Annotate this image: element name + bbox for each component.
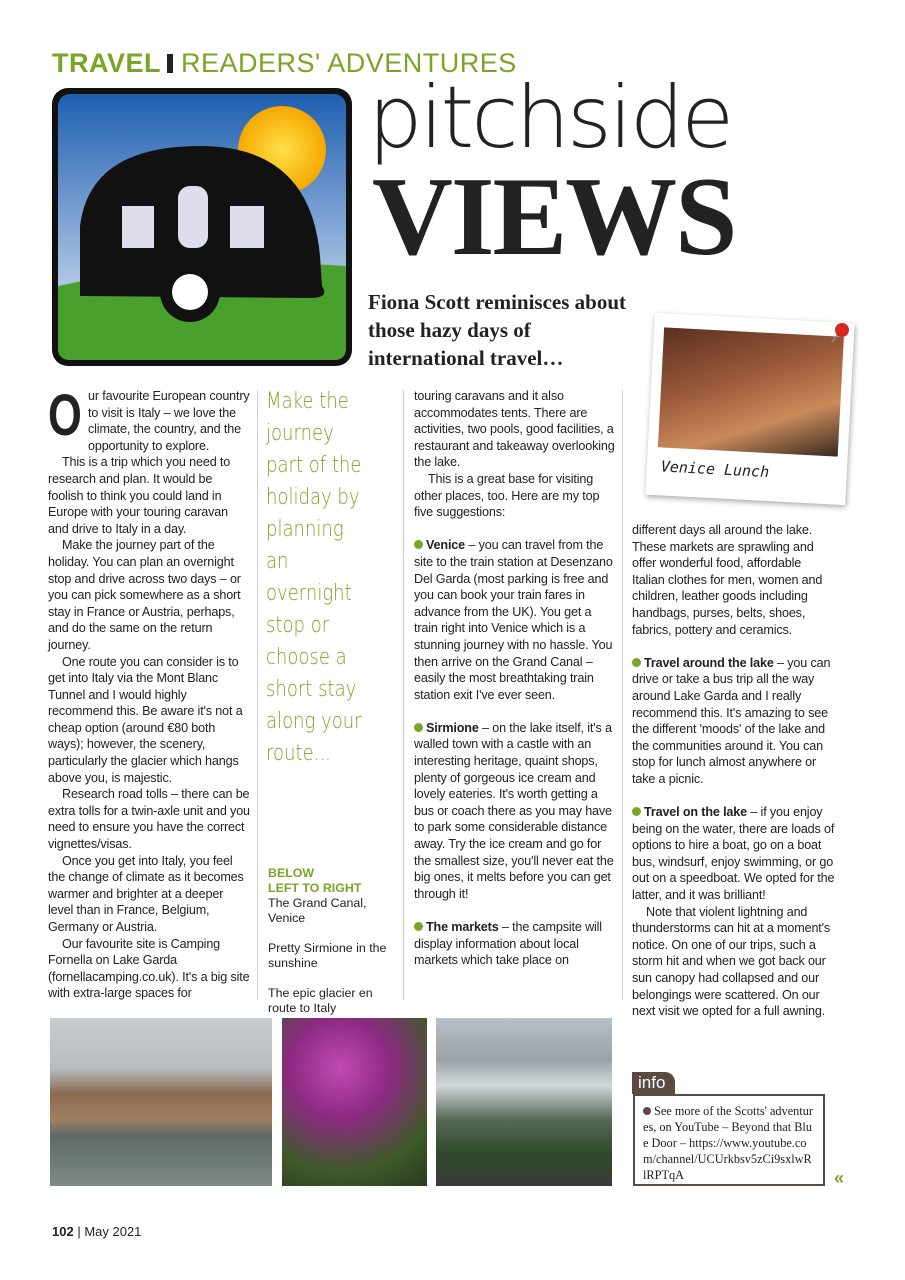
item-title: The markets — [426, 920, 499, 934]
caption: The Grand Canal, Venice — [268, 896, 367, 925]
polaroid-caption: Venice Lunch — [660, 457, 770, 482]
paragraph: Our favourite site is Camping Fornella on Lake Garda (fornellacamping.co.uk). It's a big site with extra-large spaces for — [48, 936, 250, 1001]
bullet-icon — [632, 658, 641, 667]
photo-captions — [268, 866, 398, 1016]
page-number: 102 — [52, 1224, 74, 1239]
item-title: Sirmione — [426, 720, 479, 735]
title-line1: pitchside — [368, 68, 732, 168]
venice-lunch-photo — [658, 327, 844, 456]
paragraph: One route you can consider is to get into Italy via the Mont Blanc Tunnel and I would highly recommend this. Be aware it's not a cheap option (around €80 both ways); however, the scenery, particularly the glacier which hangs above you, is majestic. — [48, 654, 243, 785]
bullet-icon — [414, 540, 423, 549]
paragraph: different days all around the lake. These markets are sprawling and offer wonderful food, affordable Italian clothes for men, women and children, leather goods including handbags, purses, belts, shoes, fabrics, pottery and ceramics. — [632, 523, 823, 637]
caption: The epic glacier en route to Italy — [268, 986, 373, 1015]
paragraph: Once you get into Italy, you feel the change of climate as it becomes warmer and brighter at a deeper level than in France, Belgium, Germany or Austria. — [48, 853, 244, 934]
sirmione-photo — [282, 1018, 427, 1186]
paragraph: – you can travel from the site to the train station at Desenzano Del Garda (most parking is free and you can book your train fares in advance from the UK). You get a train right into Venice which is a stunning journey with no hassle. You then arrive on the Grand Canal – easily the most breathtaking train station exit I've ever seen. — [414, 538, 613, 702]
column-4 — [632, 522, 836, 1020]
paragraph: Make the journey part of the holiday. You can plan an overnight stop and drive across two days – or you can pick somewhere as a short stay in France or Austria, perhaps, and do the same on the return journey. — [48, 538, 241, 652]
item-title: Travel around the lake — [644, 655, 774, 670]
pull-quote: Make the journey part of the holiday by planning an overnight stop or choose a short stay along your route... — [266, 389, 362, 766]
paragraph: – you can drive or take a bus trip all the way around Lake Garda and I really recommend this. It's amazing to see the different 'moods' of the lake and the communities around it. You can stop for lunch almost anywhere or take a picnic. — [632, 655, 831, 786]
page-footer: 102 | May 2021 — [52, 1224, 142, 1239]
info-box — [633, 1094, 825, 1186]
issue-date: May 2021 — [84, 1224, 142, 1239]
item-title: Travel on the lake — [644, 805, 747, 820]
pushpin-icon — [828, 322, 850, 344]
bullet-icon — [643, 1107, 651, 1115]
grand-canal-photo — [50, 1018, 272, 1186]
paragraph: touring caravans and it also accommodates tents. There are activities, two pools, good facilities, a restaurant and takeaway overlooking the lake. — [414, 389, 615, 470]
title-line2: VIEWS — [372, 155, 736, 279]
bullet-icon — [414, 723, 423, 732]
item-title: Venice — [426, 538, 466, 553]
bullet-icon — [414, 922, 423, 931]
paragraph: Research road tolls – there can be extra tolls for a twin-axle unit and you need to ensure you have the correct vignettes/visas. — [48, 787, 250, 852]
standfirst: Fiona Scott reminisces about those hazy days of international travel… — [368, 290, 627, 370]
caption: Pretty Sirmione in the sunshine — [268, 941, 387, 970]
paragraph: – on the lake itself, it's a walled town with a castle with an interesting heritage, quaint shops, plenty of gorgeous ice cream and lovely eateries. It's worth getting a bus or coach there as you may have to park some considerable distance away. Try the ice cream and go for the smallest size, you'll never eat the big ones, it melts before you can get through it! — [414, 720, 614, 901]
column-rule — [403, 390, 404, 1000]
paragraph: – if you enjoy being on the water, there are loads of options to hire a boat, go on a boat bus, windsurf, enjoy swimming, or go out on a speedboat. We opted for the latter, and it was brilliant! — [632, 805, 835, 903]
caption-heading: BELOW — [268, 866, 315, 880]
divider — [167, 54, 173, 73]
paragraph: This is a great base for visiting other places, too. Here are my top five suggestions: — [414, 471, 600, 520]
info-text: See more of the Scotts' adventures, on YouTube – Beyond that Blue Door – https://www.youtube.com/channel/UCUrkbsv5zCi9sxlwRlRPTqA — [643, 1104, 813, 1182]
drop-cap: O — [48, 383, 82, 448]
paragraph: Note that violent lightning and thunderstorms can hit at a moment's notice. On one of our trips, such a storm hit and when we got back our sun canopy had collapsed and our belongings were scattered. On our next visit we opted for a full awning. — [632, 904, 831, 1019]
section-label: TRAVEL — [52, 48, 161, 78]
paragraph: – the campsite will display information about local markets which take place on — [414, 920, 602, 968]
column-1 — [48, 383, 250, 1002]
column-3 — [414, 388, 616, 969]
paragraph: ur favourite European country to visit is Italy – we love the climate, the country, and the opportunity to explore. — [88, 389, 250, 453]
caption-heading: LEFT TO RIGHT — [268, 881, 362, 895]
subsection-label: READERS' ADVENTURES — [181, 48, 517, 78]
column-rule — [257, 390, 258, 1000]
column-rule — [622, 390, 623, 1000]
paragraph: This is a trip which you need to research and plan. It would be foolish to think you could land in Europe with your touring caravan and drive to Italy in a day. — [48, 455, 231, 536]
polaroid-photo — [645, 313, 854, 505]
caravan-logo — [50, 86, 354, 368]
bullet-icon — [632, 807, 641, 816]
info-tab: info — [632, 1072, 675, 1094]
glacier-photo — [436, 1018, 612, 1186]
end-mark-icon: « — [834, 1168, 845, 1188]
